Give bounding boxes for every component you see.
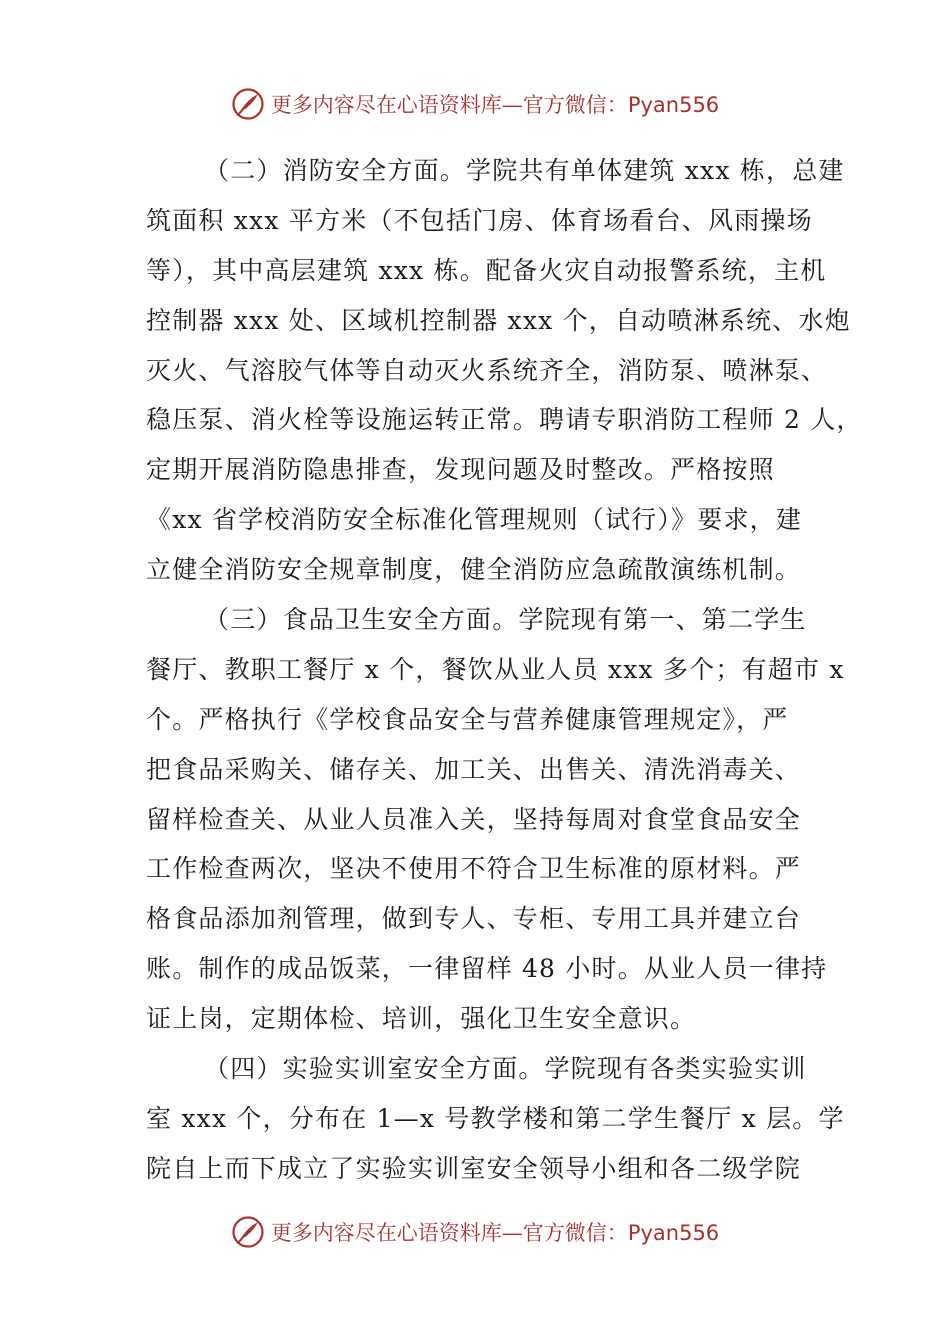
footer-wechat-id: Pyan556 — [627, 1221, 720, 1245]
body-line: 餐厅、教职工餐厅 x 个，餐饮从业人员 xxx 多个；有超市 x — [146, 654, 845, 684]
body-line: 筑面积 xxx 平方米（不包括门房、体育场看台、风雨操场 — [146, 205, 813, 235]
body-line: 室 xxx 个，分布在 1—x 号教学楼和第二学生餐厅 x 层。学 — [146, 1103, 845, 1133]
body-line: 留样检查关、从业人员准入关，坚持每周对食堂食品安全 — [146, 804, 802, 834]
body-line: 院自上而下成立了实验实训室安全领导小组和各二级学院 — [146, 1153, 802, 1183]
body-line: 《xx 省学校消防安全标准化管理规则（试行）》要求，建 — [146, 505, 803, 535]
body-line: （二）消防安全方面。学院共有单体建筑 xxx 栋，总建 — [204, 156, 845, 185]
body-line: 控制器 xxx 处、区域机控制器 xxx 个，自动喷淋系统、水炮 — [146, 305, 851, 335]
footer-banner-text: 更多内容尽在心语资料库—官方微信： — [270, 1221, 628, 1245]
body-line: 等），其中高层建筑 xxx 栋。配备火灾自动报警系统，主机 — [146, 255, 827, 285]
document-body — [146, 146, 863, 1194]
body-line: 灭火、气溶胶气体等自动灭火系统齐全，消防泵、喷淋泵、 — [146, 355, 828, 385]
quill-logo-icon — [231, 1215, 265, 1249]
header-banner-text: 更多内容尽在心语资料库—官方微信： — [270, 93, 628, 117]
quill-logo-icon — [231, 87, 265, 121]
body-line: 稳压泵、消火栓等设施运转正常。聘请专职消防工程师 2 人， — [146, 405, 863, 435]
header-banner — [0, 80, 950, 128]
body-line: 个。严格执行《学校食品安全与营养健康管理规定》，严 — [146, 704, 789, 734]
header-wechat-id: Pyan556 — [627, 93, 720, 117]
body-line: （三）食品卫生安全方面。学院现有第一、第二学生 — [204, 605, 807, 635]
body-line: 工作检查两次，坚决不使用不符合卫生标准的原材料。严 — [146, 854, 802, 884]
body-line: 定期开展消防隐患排查，发现问题及时整改。严格按照 — [146, 455, 775, 485]
body-line: 格食品添加剂管理，做到专人、专柜、专用工具并建立台 — [146, 904, 802, 934]
body-line: 立健全消防安全规章制度，健全消防应急疏散演练机制。 — [146, 555, 802, 585]
body-line: （四）实验实训室安全方面。学院现有各类实验实训 — [204, 1054, 807, 1084]
body-line: 账。制作的成品饭菜，一律留样 48 小时。从业人员一律持 — [146, 954, 828, 984]
body-line: 把食品采购关、储存关、加工关、出售关、清洗消毒关、 — [146, 754, 802, 784]
footer-banner — [0, 1208, 950, 1256]
body-line: 证上岗，定期体检、培训，强化卫生安全意识。 — [146, 1004, 697, 1034]
